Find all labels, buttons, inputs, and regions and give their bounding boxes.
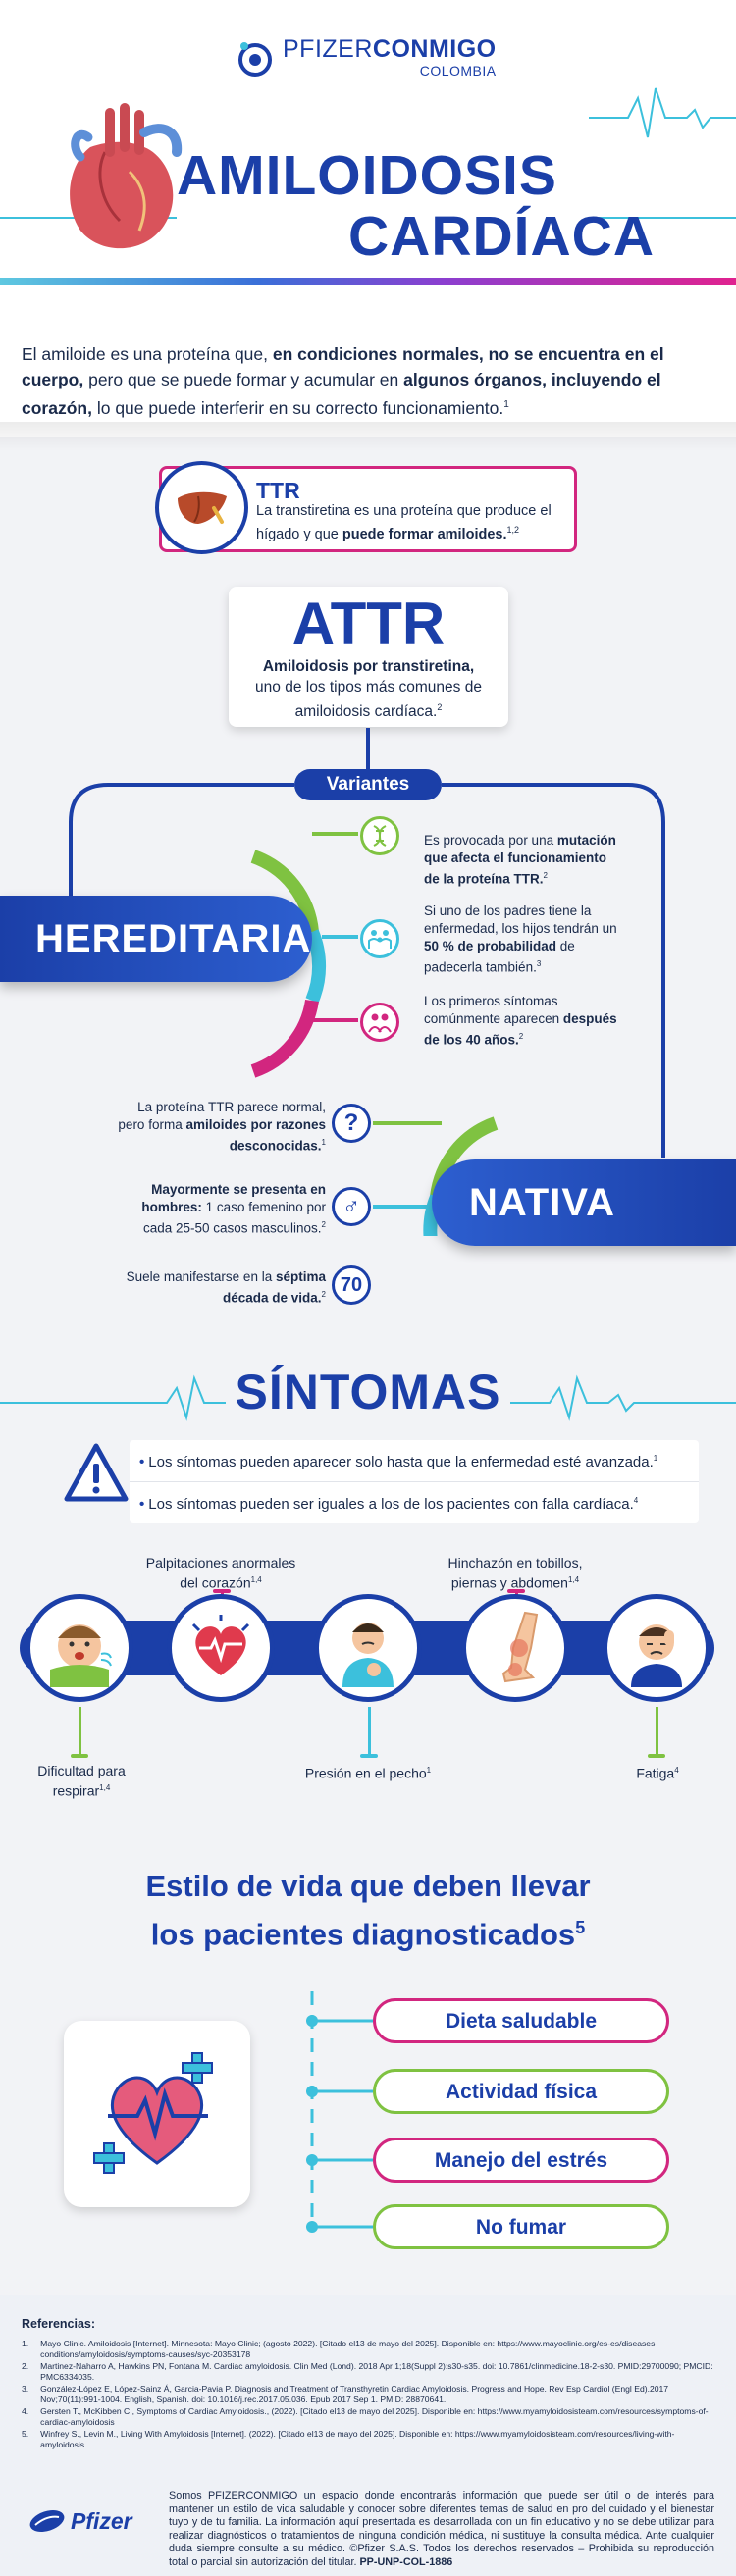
symptom-chest-text: Presión en el pecho (304, 1765, 427, 1781)
gradient-divider (0, 278, 736, 285)
references-title: Referencias: (22, 2317, 96, 2331)
ttr-text (256, 502, 560, 544)
hered-1-bold: mutación que afecta el funcionamiento de la proteína TTR. (424, 833, 616, 887)
hereditaria-item-1 (424, 832, 620, 889)
symptom-palpitation-text: Palpitaciones anormales del corazón (145, 1555, 296, 1591)
hered-1-text: Es provocada por una (424, 833, 557, 848)
brand-name-bold: CONMIGO (372, 35, 497, 63)
attr-description (229, 656, 508, 722)
hereditaria-label: HEREDITARIA (0, 896, 312, 982)
lifestyle-item-diet: Dieta saludable (373, 1998, 669, 2043)
brand-mark-icon (236, 38, 275, 77)
reference-item: 5. Winfrey S., Levin M., Living With Amyloidosis [Internet]. (2022). [Citado el13 de mayo del 2025]. Disponible en: https://www.myamyloidosisteam.com/resources/living-with-amyloidosis (22, 2429, 714, 2450)
intro-text-1: El amiloide es una proteína que, (22, 344, 273, 364)
symptom-label-fatigue (608, 1762, 707, 1782)
symptom-fatigue-ref: 4 (674, 1766, 679, 1775)
nativa-3-bold: séptima década de vida. (223, 1269, 326, 1306)
intro-paragraph (22, 341, 714, 421)
warning-2-text: Los síntomas pueden ser iguales a los de los pacientes con falla cardíaca. (148, 1496, 634, 1513)
attr-title: ATTR (291, 591, 446, 656)
attr-bold: Amiloidosis por transtiretina, (262, 658, 475, 675)
disclaimer-code: PP-UNP-COL-1886 (359, 2555, 453, 2568)
hered-2-ref: 3 (536, 959, 542, 968)
nativa-2-text: 1 caso femenino por cada 25-50 casos masculinos. (142, 1200, 326, 1236)
main-title-line2: CARDÍACA (348, 205, 655, 268)
seventy-icon (332, 1265, 371, 1305)
pin-cap-chest (360, 1754, 378, 1758)
symptom-chest-ref: 1 (426, 1766, 432, 1775)
reference-item: 2. Martinez-Naharro A, Hawkins PN, Fontana M. Cardiac amyloidosis. Clin Med (Lond). 2018 Apr 1;18(Suppl 2):s30-s35. doi: 10.7861/clinmedicine.18-2-s30. PMID:29700090; PMCID: PMC6334035. (22, 2361, 713, 2382)
chest-pressure-icon (314, 1594, 422, 1702)
section-shadow (0, 422, 736, 451)
nativa-1-bold: amiloides por razones desconocidas. (185, 1117, 326, 1154)
disclaimer-body: Somos PFIZERCONMIGO un espacio donde encontrarás información que puede ser útil o de interés para mantener un estilo de vida saludable y conocer sobre diferentes temas de salud en pro del cuidado y el bienestar tuyo y de tu familia. La información aquí presentada es desarrollada con un fin educativo y no se debe utilizar para realizar diagnósticos o tratamientos de ninguna condición médica, ni sustituye la consulta médica. Ante cualquier duda siempre consulte a su médico. ©Pfizer S.A.S. Todos los derechos reservados – Prohibida su reproducción total o parcial sin autorización del titular. (169, 2490, 714, 2568)
breath-icon (26, 1594, 133, 1702)
reference-5-text: Winfrey S., Levin M., Living With Amyloidosis [Internet]. (2022). [Citado el13 de mayo del 2025]. Disponible en: https://www.myamyloidosisteam.com/resources/living-with-amyloidosis (40, 2429, 675, 2449)
symptom-label-palpitation (137, 1554, 304, 1592)
intro-ref: 1 (503, 399, 509, 410)
pfizer-logo (27, 2507, 132, 2535)
reference-item: 1. Mayo Clinic. Amiloidosis [Internet]. Minnesota: Mayo Clinic; (agosto 2022). [Citado el13 de mayo del 2025]. Disponible en: https://www.mayoclinic.org/es-es/diseases conditions/amyloidosis/symptoms-causes/syc-20353178 (22, 2339, 714, 2360)
ttr-title: TTR (256, 478, 300, 503)
lifestyle-item-no-smoking: No fumar (373, 2204, 669, 2249)
age-70-badge: 70 (340, 1273, 363, 1296)
nativa-3-ref: 2 (321, 1290, 326, 1299)
nativa-item-2 (116, 1181, 326, 1238)
nativa-2-bold: Mayormente se presenta en hombres: (141, 1182, 326, 1214)
reference-item: 3. González-López E, López-Sainz Á, Garcia-Pavia P. Diagnosis and Treatment of Transthyretin Cardiac Amyloidosis. Progress and Hope. Rev Esp Cardiol (Engl Ed).2017 Nov;70(11):991-1004. English, Spanish. doi: 10.1016/j.rec.2017.05.036. Epub 2017 Sep 1. PMID: 28870641. (22, 2384, 714, 2405)
warning-2: • Los síntomas pueden ser iguales a los de los pacientes con falla cardíaca.$^4$ (139, 1496, 639, 1513)
swollen-leg-icon (461, 1594, 569, 1702)
reference-item: 4. Gersten T., McKibben C., Symptoms of Cardiac Amyloidosis., (2022). [Citado el13 de mayo del 2025]. Disponible en: https://www.myamyloidosisteam.com/resources/symptoms-of-cardiac-amyloidosis (22, 2406, 714, 2428)
nativa-item-1 (116, 1099, 326, 1156)
hered-2-text-end: de padecerla también. (424, 939, 575, 975)
intro-bold-2: algunos órganos, incluyendo el corazón, (22, 370, 661, 418)
liver-icon (175, 489, 230, 528)
symptom-swelling-text: Hinchazón en tobillos, piernas y abdomen (447, 1555, 583, 1591)
symptoms-warnings (130, 1440, 699, 1523)
pin-chest (368, 1707, 371, 1756)
lifestyle-title (0, 1866, 736, 1955)
symptom-breath-text: Dificultad para respirar (37, 1763, 126, 1799)
people-icon (360, 1003, 399, 1042)
hereditaria-item-3 (424, 993, 620, 1050)
hered-1-ref: 2 (543, 871, 548, 880)
nativa-3-text: Suele manifestarse en la (126, 1269, 276, 1284)
lifestyle-title-line1: Estilo de vida que deben llevar (145, 1869, 591, 1903)
reference-4-text: Gersten T., McKibben C., Symptoms of Cardiac Amyloidosis., (2022). [Citado el13 de mayo del 2025]. Disponible en: https://www.myamyloidosisteam.com/resources/symptoms-of-cardiac-amyloidosis (40, 2406, 709, 2427)
symptom-swelling-ref: 1,4 (567, 1575, 580, 1584)
lifestyle-title-line2: los pacientes diagnosticados (150, 1917, 576, 1952)
lifestyle-item-activity: Actividad física (373, 2069, 669, 2114)
reference-1-text: Mayo Clinic. Amiloidosis [Internet]. Minnesota: Mayo Clinic; (agosto 2022). [Citado el13 de mayo del 2025]. Disponible en: https://www.mayoclinic.org/es-es/diseases conditions/amyloidosis/symptoms-causes/syc-20353178 (40, 2339, 656, 2359)
fatigue-icon (603, 1594, 710, 1702)
hered-3-text: Los primeros síntomas comúnmente aparecen (424, 994, 563, 1026)
symptom-label-breath (18, 1762, 145, 1800)
intro-text-2: pero que se puede formar y acumular en (83, 370, 404, 389)
pin-breath (79, 1707, 81, 1756)
warning-2-ref: 4 (633, 1496, 639, 1505)
hereditaria-item-2 (424, 902, 620, 977)
pin-cap-breath (71, 1754, 88, 1758)
warning-1: • Los síntomas pueden aparecer solo hasta que la enfermedad esté avanzada.$^1$ (130, 1440, 699, 1482)
lifestyle-ref: 5 (575, 1918, 586, 1937)
lifestyle-item-stress: Manejo del estrés (373, 2138, 669, 2183)
attr-card (229, 587, 508, 727)
nativa-item-3 (116, 1268, 326, 1308)
attr-text: uno de los tipos más comunes de amiloidosis cardíaca. (255, 679, 482, 721)
pfizer-pill-icon (27, 2507, 67, 2535)
hered-2-text: Si uno de los padres tiene la enfermedad, los hijos tendrán un (424, 903, 617, 936)
intro-text-3: lo que puede interferir en su correcto funcionamiento. (91, 397, 504, 418)
ttr-text-plain: La transtiretina es una proteína que produce el hígado y que (256, 503, 552, 542)
header (0, 0, 736, 280)
hered-3-ref: 2 (518, 1032, 524, 1041)
warning-triangle-icon (63, 1442, 130, 1505)
question-icon: ? (332, 1104, 371, 1143)
nativa-2-ref: 2 (321, 1220, 326, 1229)
main-title-line1: AMILOIDOSIS (177, 144, 557, 207)
ttr-liver-badge (155, 461, 248, 554)
nativa-label: NATIVA (432, 1159, 736, 1246)
warning-1-ref: 1 (653, 1454, 658, 1463)
male-icon: ♂ (332, 1187, 371, 1226)
pin-cap-fatigue (648, 1754, 665, 1758)
symptoms-title: SÍNTOMAS (235, 1365, 501, 1419)
pfizer-wordmark: Pfizer (71, 2507, 132, 2534)
warning-1-text: Los síntomas pueden aparecer solo hasta que la enfermedad esté avanzada. (148, 1454, 654, 1470)
variants-label: Variantes (294, 769, 442, 800)
dna-icon (360, 816, 399, 855)
reference-3-text: González-López E, López-Sainz Á, Garcia-Pavia P. Diagnosis and Treatment of Transthyretin Cardiac Amyloidosis. Progress and Hope. Rev Esp Cardiol (Engl Ed).2017 Nov;70(11):991-1004. English, Spanish. doi: 10.1016/j.rec.2017.05.036. Epub 2017 Sep 1. PMID: 28870641. (40, 2384, 669, 2404)
brand-name-light: PFIZER (283, 35, 373, 63)
symptom-palpitation-ref: 1,4 (250, 1575, 262, 1584)
nativa-1-text: La proteína TTR parece normal, pero forma (118, 1100, 326, 1132)
family-icon (360, 919, 399, 958)
reference-2-text: Martinez-Naharro A, Hawkins PN, Fontana M. Cardiac amyloidosis. Clin Med (Lond). 2018 Apr 1;18(Suppl 2):s30-s35. doi: 10.7861/clinmedicine.18-2-s30. PMID:29700090; PMCID: PMC6334035. (40, 2361, 713, 2382)
disclaimer-text (169, 2490, 714, 2569)
references-list (22, 2339, 714, 2451)
pfizerconmigo-logo (236, 37, 497, 77)
nativa-1-ref: 1 (321, 1138, 326, 1147)
heart-palpitation-icon (167, 1594, 275, 1702)
symptom-label-swelling (432, 1554, 599, 1592)
symptom-fatigue-text: Fatiga (636, 1765, 675, 1781)
ttr-ref: 1,2 (506, 525, 520, 535)
pin-fatigue (656, 1707, 658, 1756)
brand-country: COLOMBIA (419, 63, 497, 78)
health-heart-card (64, 2021, 250, 2207)
hered-3-bold: después de los 40 años. (424, 1011, 617, 1048)
symptom-breath-ref: 1,4 (99, 1783, 111, 1792)
ttr-text-bold: puede formar amiloides. (342, 526, 507, 542)
hered-2-bold: 50 % de probabilidad (424, 939, 557, 953)
symptom-label-chest (285, 1762, 451, 1782)
intro-bold-1: en condiciones normales, no se encuentra en el cuerpo, (22, 344, 664, 389)
attr-ref: 2 (437, 702, 443, 712)
health-heart-icon (79, 2035, 236, 2192)
